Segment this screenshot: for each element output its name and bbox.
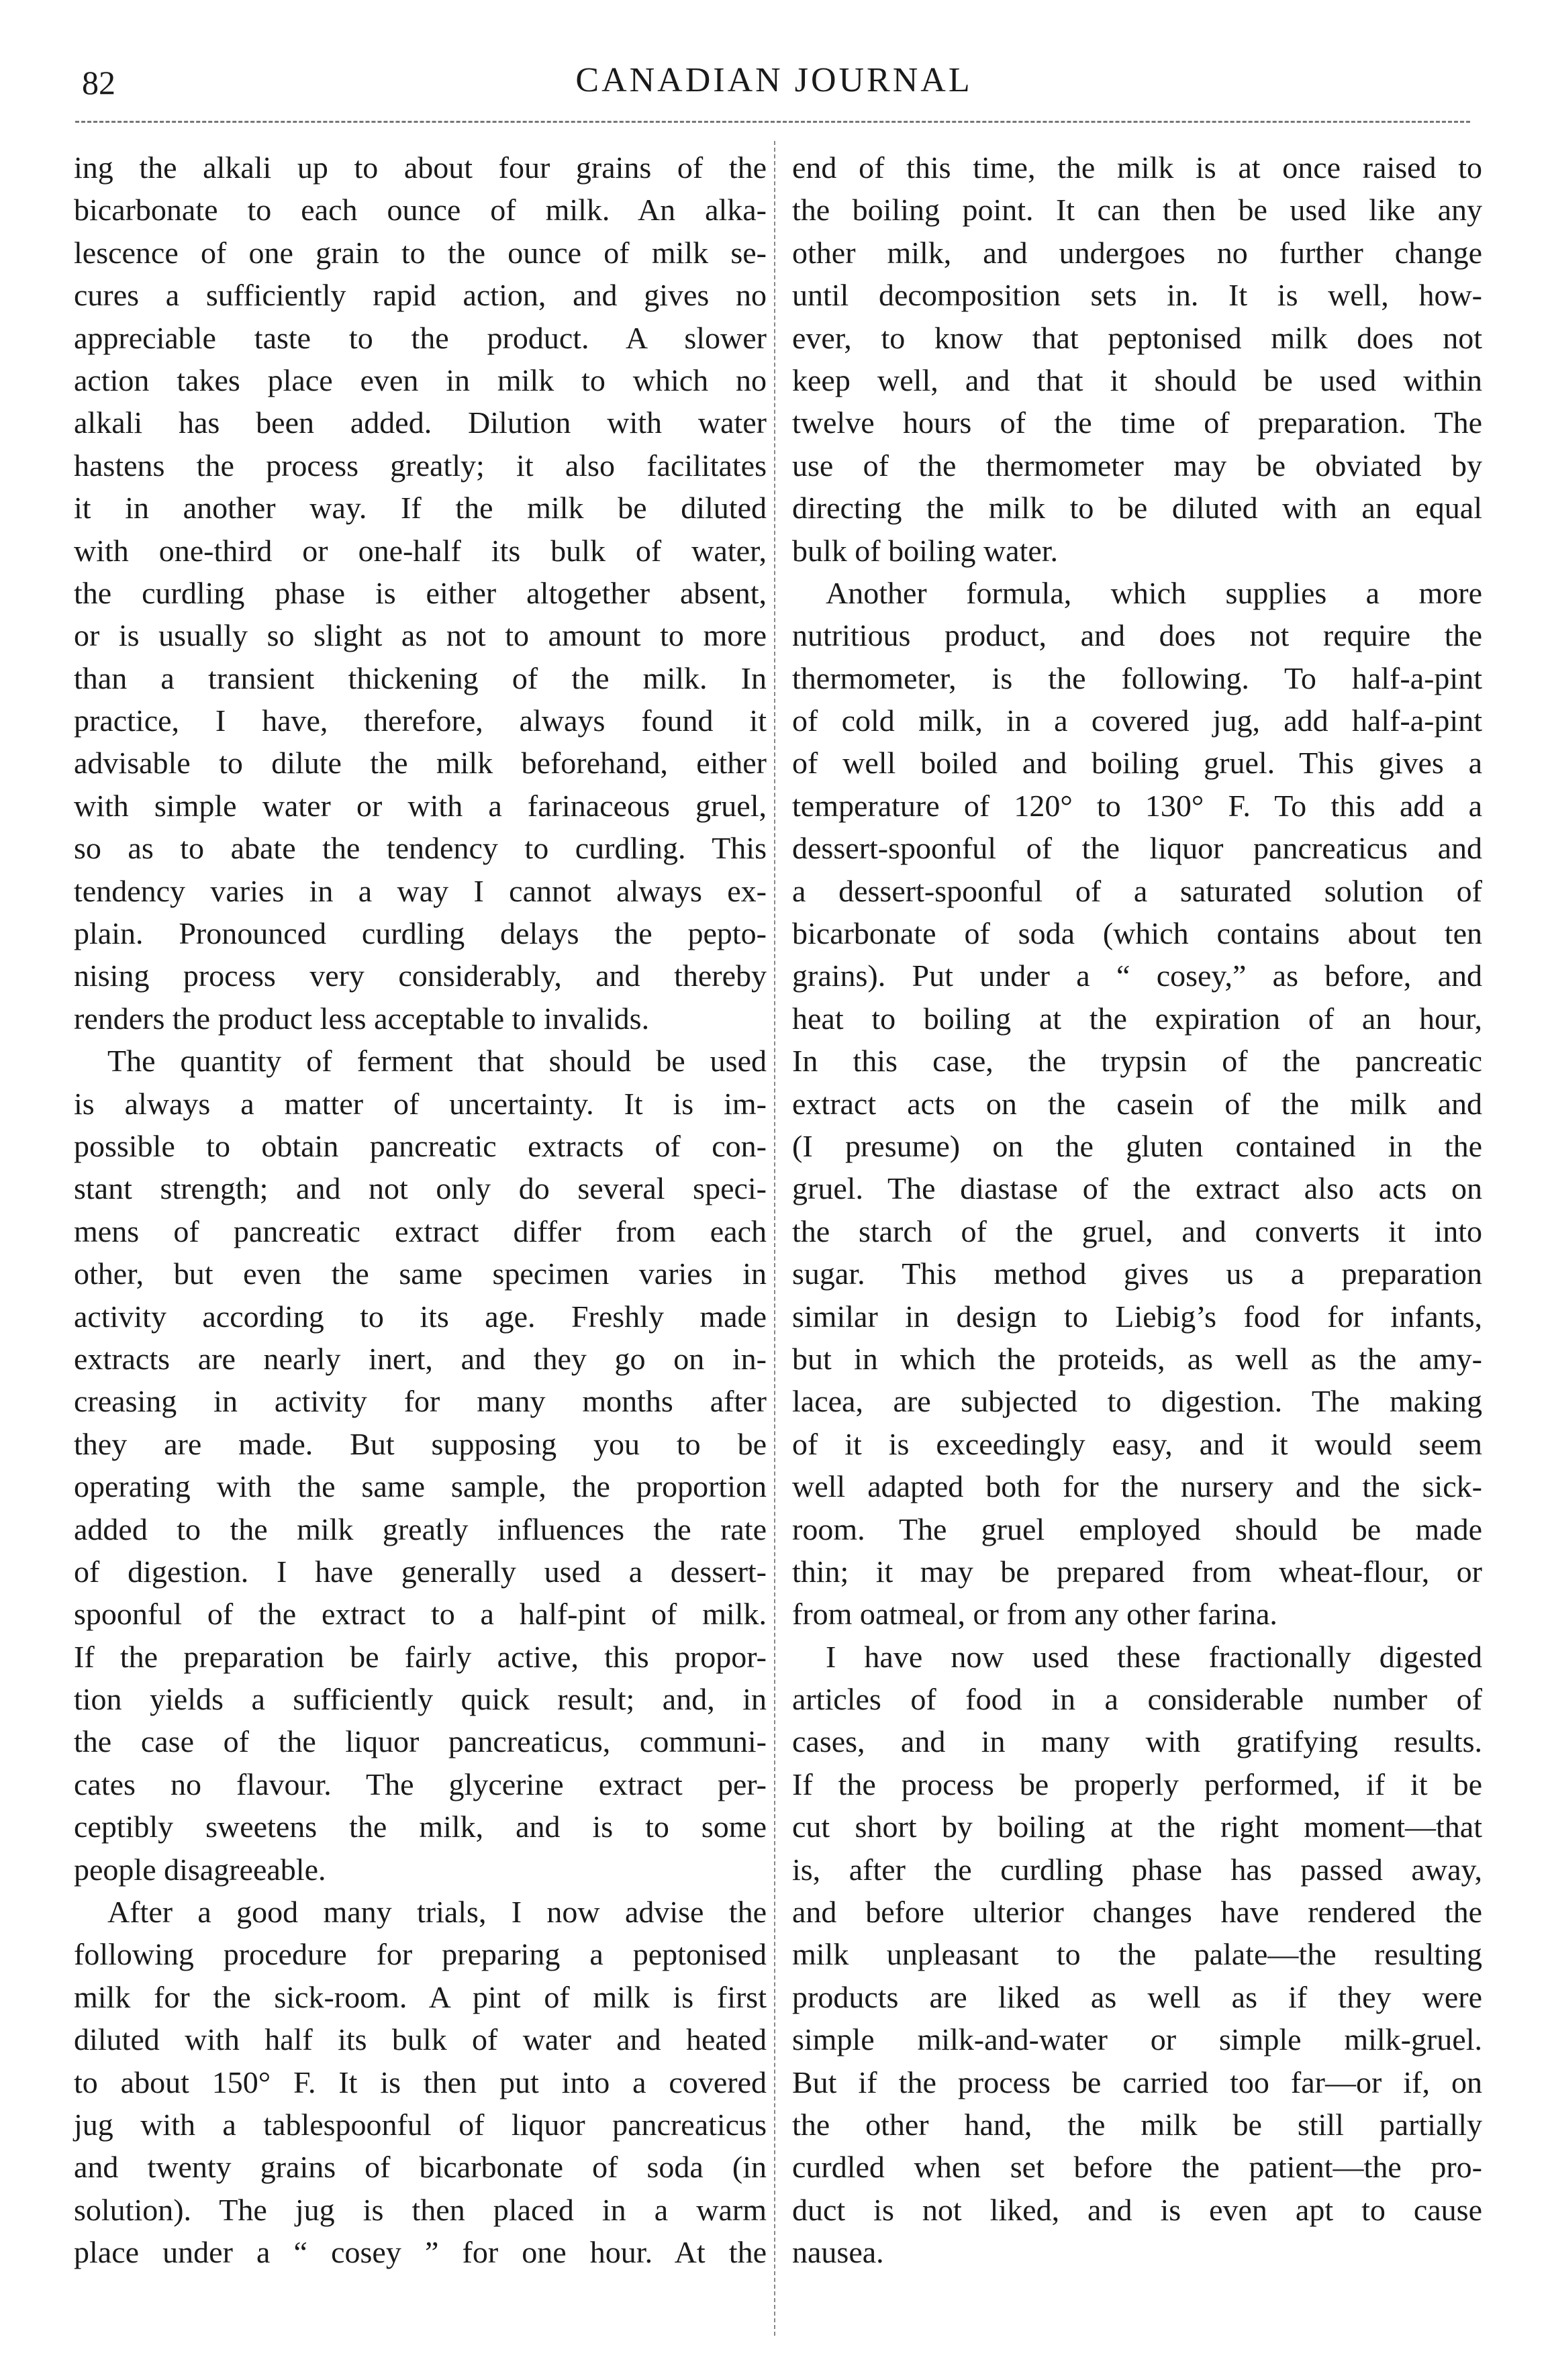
- text-line: bulk of boiling water.: [792, 533, 1059, 568]
- text-line: extract acts on the casein of the milk and: [792, 1086, 1482, 1121]
- text-line: dessert-spoonful of the liquor pancreaticus and: [792, 831, 1482, 866]
- text-line: creasing in activity for many months after: [74, 1384, 767, 1419]
- text-line: ceptibly sweetens the milk, and is to some: [74, 1809, 767, 1844]
- page-header: [0, 47, 1548, 114]
- text-line: nising process very considerably, and thereby: [74, 958, 767, 993]
- text-line: practice, I have, therefore, always found it: [74, 703, 767, 738]
- text-line: I have now used these fractionally digested: [826, 1639, 1482, 1674]
- text-line: curdled when set before the patient—the pro-: [792, 2150, 1482, 2185]
- text-line: the starch of the gruel, and converts it into: [792, 1213, 1482, 1248]
- text-line: The quantity of ferment that should be used: [107, 1044, 767, 1079]
- text-line: twelve hours of the time of preparation. The: [792, 405, 1482, 440]
- text-line: thermometer, is the following. To half-a-pint: [792, 660, 1482, 695]
- text-line: well adapted both for the nursery and the sick-: [792, 1469, 1482, 1504]
- text-line: possible to obtain pancreatic extracts of con-: [74, 1128, 767, 1163]
- text-line: people disagreeable.: [74, 1852, 326, 1887]
- left-column: [74, 146, 767, 2274]
- text-line: duct is not liked, and is even apt to cause: [792, 2192, 1482, 2227]
- text-line: lacea, are subjected to digestion. The making: [792, 1384, 1482, 1419]
- text-line: Another formula, which supplies a more: [826, 575, 1482, 610]
- text-line: In this case, the trypsin of the pancreatic: [792, 1044, 1482, 1079]
- text-line: the other hand, the milk be still partially: [792, 2107, 1482, 2142]
- text-line: products are liked as well as if they were: [792, 1979, 1482, 2014]
- text-line: with simple water or with a farinaceous gruel,: [74, 788, 767, 823]
- text-line: appreciable taste to the product. A slower: [74, 320, 767, 355]
- text-line: from oatmeal, or from any other farina.: [792, 1597, 1277, 1632]
- text-line: hastens the process greatly; it also facilitates: [74, 448, 767, 483]
- text-line: place under a “ cosey ” for one hour. At the: [74, 2235, 767, 2270]
- text-line: but in which the proteids, as well as the amy-: [792, 1341, 1482, 1376]
- text-line: gruel. The diastase of the extract also acts on: [792, 1171, 1482, 1206]
- right-column: [792, 146, 1482, 2274]
- text-line: and twenty grains of bicarbonate of soda (in: [74, 2150, 767, 2185]
- text-line: spoonful of the extract to a half-pint of milk.: [74, 1597, 767, 1632]
- text-line: cut short by boiling at the right moment—that: [792, 1809, 1482, 1844]
- text-line: of it is exceedingly easy, and it would seem: [792, 1426, 1482, 1461]
- text-line: the curdling phase is either altogether absent,: [74, 575, 767, 610]
- column-rule: [774, 141, 775, 2336]
- text-line: (I presume) on the gluten contained in the: [792, 1128, 1482, 1163]
- text-line: alkali has been added. Dilution with water: [74, 405, 767, 440]
- text-line: ever, to know that peptonised milk does not: [792, 320, 1482, 355]
- text-line: the boiling point. It can then be used like any: [792, 193, 1482, 228]
- text-line: it in another way. If the milk be diluted: [74, 491, 767, 526]
- text-line: or is usually so slight as not to amount to more: [74, 618, 767, 653]
- text-line: operating with the same sample, the proportion: [74, 1469, 767, 1504]
- text-line: renders the product less acceptable to invalids.: [74, 1001, 650, 1036]
- text-line: extracts are nearly inert, and they go on in-: [74, 1341, 767, 1376]
- text-line: thin; it may be prepared from wheat-flour, or: [792, 1554, 1482, 1589]
- text-line: temperature of 120° to 130° F. To this add a: [792, 788, 1482, 823]
- text-line: ing the alkali up to about four grains of the: [74, 150, 767, 185]
- text-line: nausea.: [792, 2235, 884, 2270]
- text-line: jug with a tablespoonful of liquor pancreaticus: [74, 2107, 767, 2142]
- text-line: until decomposition sets in. It is well, how-: [792, 278, 1482, 313]
- header-rule: [75, 121, 1470, 123]
- text-line: diluted with half its bulk of water and heated: [74, 2022, 767, 2057]
- text-line: bicarbonate to each ounce of milk. An alka-: [74, 193, 767, 228]
- text-line: with one-third or one-half its bulk of water,: [74, 533, 767, 568]
- text-line: grains). Put under a “ cosey,” as before, and: [792, 958, 1482, 993]
- text-line: bicarbonate of soda (which contains about ten: [792, 916, 1482, 951]
- text-line: use of the thermometer may be obviated by: [792, 448, 1482, 483]
- text-line: the case of the liquor pancreaticus, communi-: [74, 1724, 767, 1759]
- text-line: of cold milk, in a covered jug, add half-a-pint: [792, 703, 1482, 738]
- text-line: other, but even the same specimen varies in: [74, 1256, 767, 1291]
- text-line: cates no flavour. The glycerine extract per-: [74, 1767, 767, 1801]
- text-line: action takes place even in milk to which no: [74, 362, 767, 397]
- text-line: If the preparation be fairly active, this propor-: [74, 1639, 767, 1674]
- text-line: cases, and in many with gratifying results.: [792, 1724, 1482, 1759]
- page-number: 82: [82, 64, 115, 101]
- text-line: keep well, and that it should be used within: [792, 362, 1482, 397]
- text-line: simple milk-and-water or simple milk-gruel.: [792, 2022, 1482, 2057]
- text-line: But if the process be carried too far—or if, on: [792, 2065, 1482, 2099]
- text-line: advisable to dilute the milk beforehand, either: [74, 746, 767, 781]
- text-line: end of this time, the milk is at once raised to: [792, 150, 1482, 185]
- text-line: activity according to its age. Freshly made: [74, 1299, 767, 1334]
- text-line: cures a sufficiently rapid action, and gives no: [74, 278, 767, 313]
- text-line: is, after the curdling phase has passed away,: [792, 1852, 1482, 1887]
- text-line: so as to abate the tendency to curdling. This: [74, 831, 767, 866]
- text-line: milk for the sick-room. A pint of milk is first: [74, 1979, 767, 2014]
- text-line: following procedure for preparing a peptonised: [74, 1937, 767, 1972]
- text-line: tendency varies in a way I cannot always ex-: [74, 873, 767, 908]
- text-line: and before ulterior changes have rendered the: [792, 1895, 1482, 1930]
- text-line: to about 150° F. It is then put into a covered: [74, 2065, 767, 2099]
- text-line: tion yields a sufficiently quick result; and, in: [74, 1682, 767, 1717]
- text-line: of well boiled and boiling gruel. This gives a: [792, 746, 1482, 781]
- text-line: is always a matter of uncertainty. It is im-: [74, 1086, 767, 1121]
- text-line: heat to boiling at the expiration of an hour,: [792, 1001, 1482, 1036]
- text-line: milk unpleasant to the palate—the resulting: [792, 1937, 1482, 1972]
- text-line: of digestion. I have generally used a dessert-: [74, 1554, 767, 1589]
- text-line: If the process be properly performed, if it be: [792, 1767, 1482, 1801]
- text-line: directing the milk to be diluted with an equal: [792, 491, 1482, 526]
- text-line: nutritious product, and does not require the: [792, 618, 1482, 653]
- text-line: stant strength; and not only do several speci-: [74, 1171, 767, 1206]
- text-line: After a good many trials, I now advise the: [107, 1895, 767, 1930]
- text-line: lescence of one grain to the ounce of milk se-: [74, 235, 767, 270]
- text-line: sugar. This method gives us a preparation: [792, 1256, 1482, 1291]
- text-line: similar in design to Liebig’s food for infants,: [792, 1299, 1482, 1334]
- text-line: plain. Pronounced curdling delays the pepto-: [74, 916, 767, 951]
- text-line: added to the milk greatly influences the rate: [74, 1511, 767, 1546]
- text-line: a dessert-spoonful of a saturated solution of: [792, 873, 1482, 908]
- text-line: mens of pancreatic extract differ from each: [74, 1213, 767, 1248]
- text-line: they are made. But supposing you to be: [74, 1426, 767, 1461]
- text-line: room. The gruel employed should be made: [792, 1511, 1482, 1546]
- running-head: CANADIAN JOURNAL: [575, 61, 973, 99]
- text-line: other milk, and undergoes no further change: [792, 235, 1482, 270]
- text-line: articles of food in a considerable number of: [792, 1682, 1482, 1717]
- text-line: solution). The jug is then placed in a warm: [74, 2192, 767, 2227]
- text-line: than a transient thickening of the milk. In: [74, 660, 767, 695]
